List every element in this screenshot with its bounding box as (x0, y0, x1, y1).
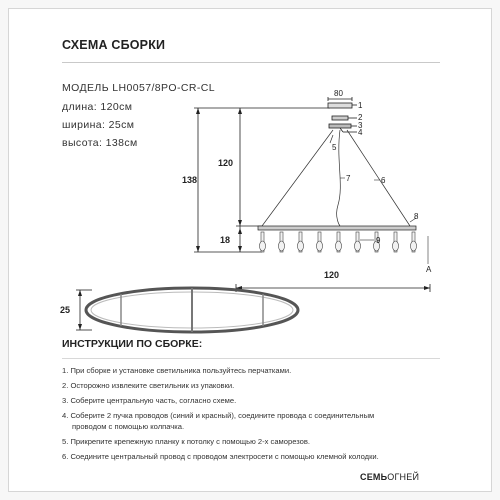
part-number-6: 6 (381, 176, 386, 185)
spec-model: МОДЕЛЬ LH0057/8PO-CR-CL (62, 82, 215, 94)
part-number-7: 7 (346, 174, 351, 183)
part-number-9: 9 (376, 236, 381, 245)
ceiling-canopy (328, 97, 357, 132)
fixture-top-view (86, 288, 298, 332)
page-title: СХЕМА СБОРКИ (62, 38, 166, 52)
part-number-1: 1 (358, 101, 363, 110)
brand-logo (360, 472, 419, 482)
instruction-step-4: 4. Соберите 2 пучка проводов (синий и красный), соедините провода с соединительным (62, 411, 375, 420)
instruction-step-3: 3. Соберите центральную часть, согласно схеме. (62, 396, 237, 405)
dim-length: 120 (324, 270, 340, 280)
part-number-5: 5 (332, 143, 337, 152)
dim-body-height: 18 (220, 235, 231, 245)
brand-light: ОГНЕЙ (387, 472, 420, 482)
lamp-row (260, 232, 417, 252)
part-number-2: 2 (358, 113, 363, 122)
instructions-divider (62, 358, 440, 359)
instruction-step-4-cont: проводом с помощью колпачка. (72, 422, 185, 431)
instruction-step-5: 5. Прикрепите крепежную планку к потолку с помощью 2-х саморезов. (62, 437, 311, 446)
instruction-step-6: 6. Соедините центральный провод с проводом электросети с помощью клемной колодки. (62, 452, 379, 461)
part-number-4: 4 (358, 128, 363, 137)
part-number-8: 8 (414, 212, 419, 221)
dim-top-plate: 80 (334, 89, 343, 98)
spec-width: ширина: 25см (62, 119, 135, 131)
instructions-title: ИНСТРУКЦИИ ПО СБОРКЕ: (62, 338, 203, 350)
dim-width: 25 (60, 305, 71, 315)
dim-total-height: 138 (182, 175, 198, 185)
brand-bold: СЕМЬ (360, 472, 388, 482)
part-number-a: A (426, 265, 432, 274)
spec-height: высота: 138см (62, 137, 138, 149)
instruction-step-2: 2. Осторожно извлеките светильник из упаковки. (62, 381, 235, 390)
part-number-3: 3 (358, 121, 363, 130)
spec-length: длина: 120см (62, 101, 133, 113)
instruction-step-1: 1. При сборке и установке светильника пользуйтесь перчатками. (62, 366, 292, 375)
dim-cable-height: 120 (218, 158, 234, 168)
